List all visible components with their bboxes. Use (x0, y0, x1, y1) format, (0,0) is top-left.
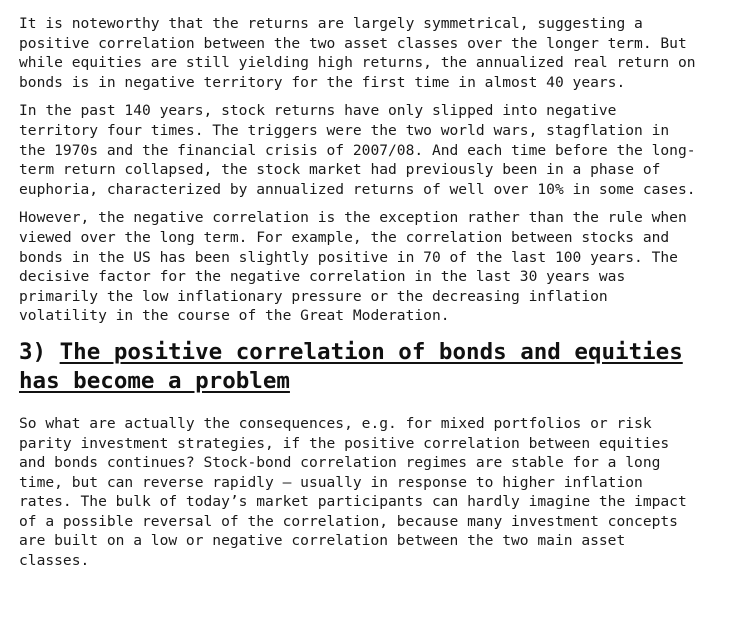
paragraph-symmetry: It is noteworthy that the returns are largely symmetrical, suggesting a positive correlation between the two asset classes over the longer term. But while equities are still yielding high returns, the annualized real return on bonds is in negative territory for the first time in almost 40 years. (19, 15, 696, 91)
section-number: 3) (19, 338, 60, 365)
section-title: The positive correlation of bonds and equities has become a problem (19, 338, 683, 394)
paragraph-consequences: So what are actually the consequences, e.g. for mixed portfolios or risk parity investment strategies, if the positive correlation between equities and bonds continues? Stock-bond correlation regimes are stable for a long time, but can reverse rapidly – usually in response to higher inflation rates. The bulk of today’s market participants can hardly imagine the impact of a possible reversal of the correlation, because many investment concepts are built on a low or negative correlation between the two main asset classes. (19, 414, 687, 570)
paragraph-negative-returns: In the past 140 years, stock returns have only slipped into negative territory four times. The triggers were the two world wars, stagflation in the 1970s and the financial crisis of 2007/08. And each time before the long- term return collapsed, the stock market had previously been in a phase of euphoria, characterized by annualized returns of well over 10% in some cases. (19, 102, 696, 198)
document-page (19, 14, 719, 580)
paragraph-negative-correlation: However, the negative correlation is the exception rather than the rule when viewed over the long term. For example, the correlation between stocks and bonds in the US has been slightly positive in 70 of the last 100 years. The decisive factor for the negative correlation in the last 30 years was primarily the low inflationary pressure or the decreasing inflation volatility in the course of the Great Moderation. (19, 209, 687, 325)
section-heading (19, 338, 719, 396)
